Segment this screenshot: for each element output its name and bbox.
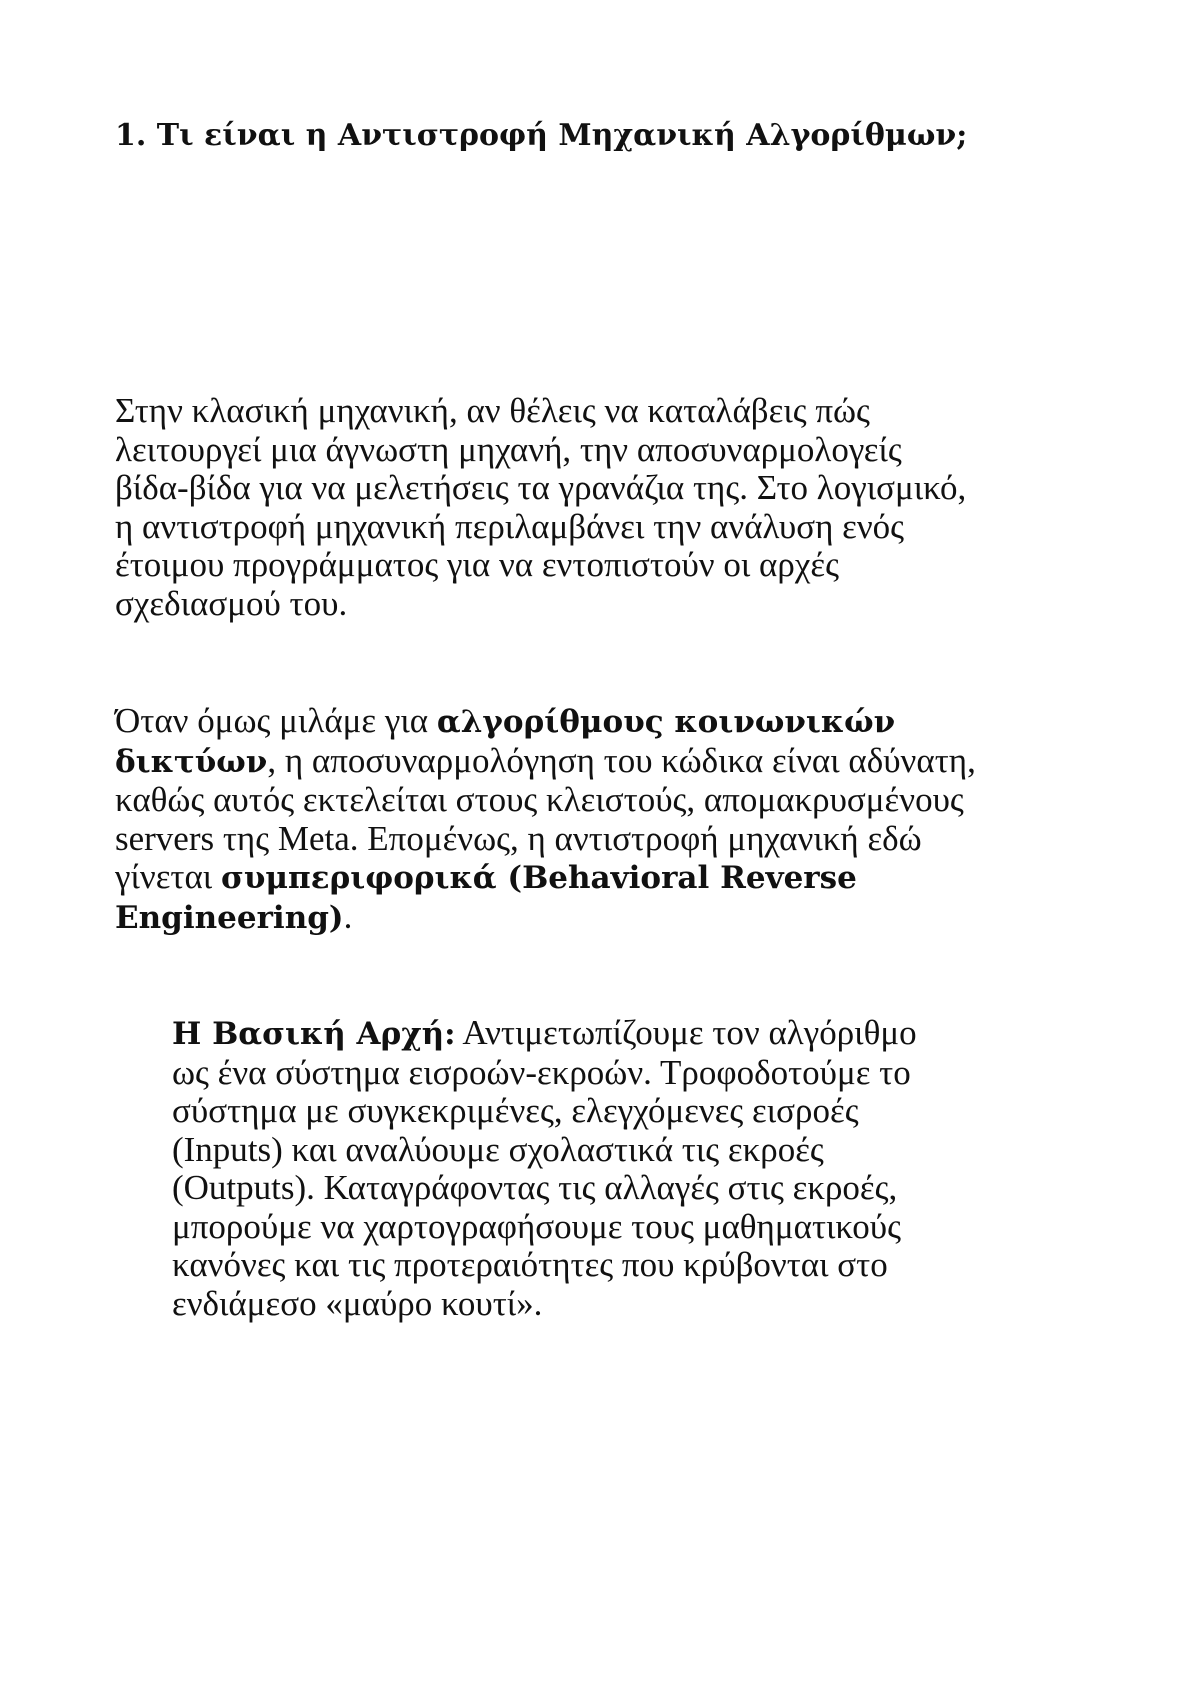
paragraph-line: βίδα-βίδα για να μελετήσεις τα γρανάζια της. Στο λογισμικό, (115, 468, 967, 507)
social-algorithms-paragraph (115, 702, 1115, 937)
paragraph-line: λειτουργεί μια άγνωστη μηχανή, την αποσυναρμολογείς (115, 429, 902, 469)
paragraph-line (115, 742, 1115, 782)
paragraph-line: η αντιστροφή μηχανική περιλαμβάνει την ανάλυση ενός (115, 506, 905, 546)
section-heading: 1. Τι είναι η Αντιστροφή Μηχανική Αλγορίθμων; (115, 118, 968, 153)
paragraph-line: σχεδιασμού του. (115, 583, 348, 623)
paragraph-line (115, 702, 1115, 742)
paragraph-text: . (343, 896, 353, 936)
bold-term: συμπεριφορικά (Behavioral Reverse (220, 860, 857, 896)
paragraph-line: servers της Meta. Επομένως, η αντιστροφή μηχανική εδώ (115, 818, 922, 858)
paragraph-line: (Outputs). Καταγράφοντας τις αλλαγές στις εκροές, (172, 1168, 898, 1207)
paragraph-line: Στην κλασική μηχανική, αν θέλεις να καταλάβεις πώς (115, 391, 870, 430)
paragraph-text: γίνεται (115, 857, 221, 896)
bold-term: Engineering) (115, 899, 344, 936)
paragraph-text: Όταν όμως μιλάμε για (115, 701, 437, 740)
paragraph-line: ως ένα σύστημα εισροών-εκροών. Τροφοδοτούμε το (172, 1052, 911, 1092)
paragraph-text: Αντιμετωπίζουμε τον αλγόριθμο (455, 1013, 917, 1052)
intro-paragraph (115, 392, 1115, 623)
bold-term: αλγορίθμους κοινωνικών (436, 704, 896, 740)
paragraph-line (115, 898, 1115, 938)
paragraph-line: (Inputs) και αναλύουμε σχολαστικά τις εκροές (172, 1129, 824, 1169)
paragraph-line: κανόνες και τις προτεραιότητες που κρύβονται στο (172, 1245, 888, 1284)
basic-principle-block (172, 1014, 1072, 1323)
paragraph-line (172, 1014, 1072, 1054)
paragraph-line: σύστημα με συγκεκριμένες, ελεγχόμενες εισροές (172, 1091, 859, 1130)
principle-label: Η Βασική Αρχή: (172, 1016, 456, 1052)
paragraph-line: ενδιάμεσο «μαύρο κουτί». (172, 1283, 543, 1323)
paragraph-line: έτοιμου προγράμματος για να εντοπιστούν οι αρχές (115, 545, 839, 584)
paragraph-line: καθώς αυτός εκτελείται στους κλειστούς, απομακρυσμένους (115, 780, 964, 819)
paragraph-text: , η αποσυναρμολόγηση του κώδικα είναι αδύνατη, (267, 740, 976, 780)
paragraph-line: μπορούμε να χαρτογραφήσουμε τους μαθηματικούς (172, 1206, 901, 1246)
paragraph-line (115, 858, 1115, 898)
bold-term: δικτύων (115, 743, 268, 780)
